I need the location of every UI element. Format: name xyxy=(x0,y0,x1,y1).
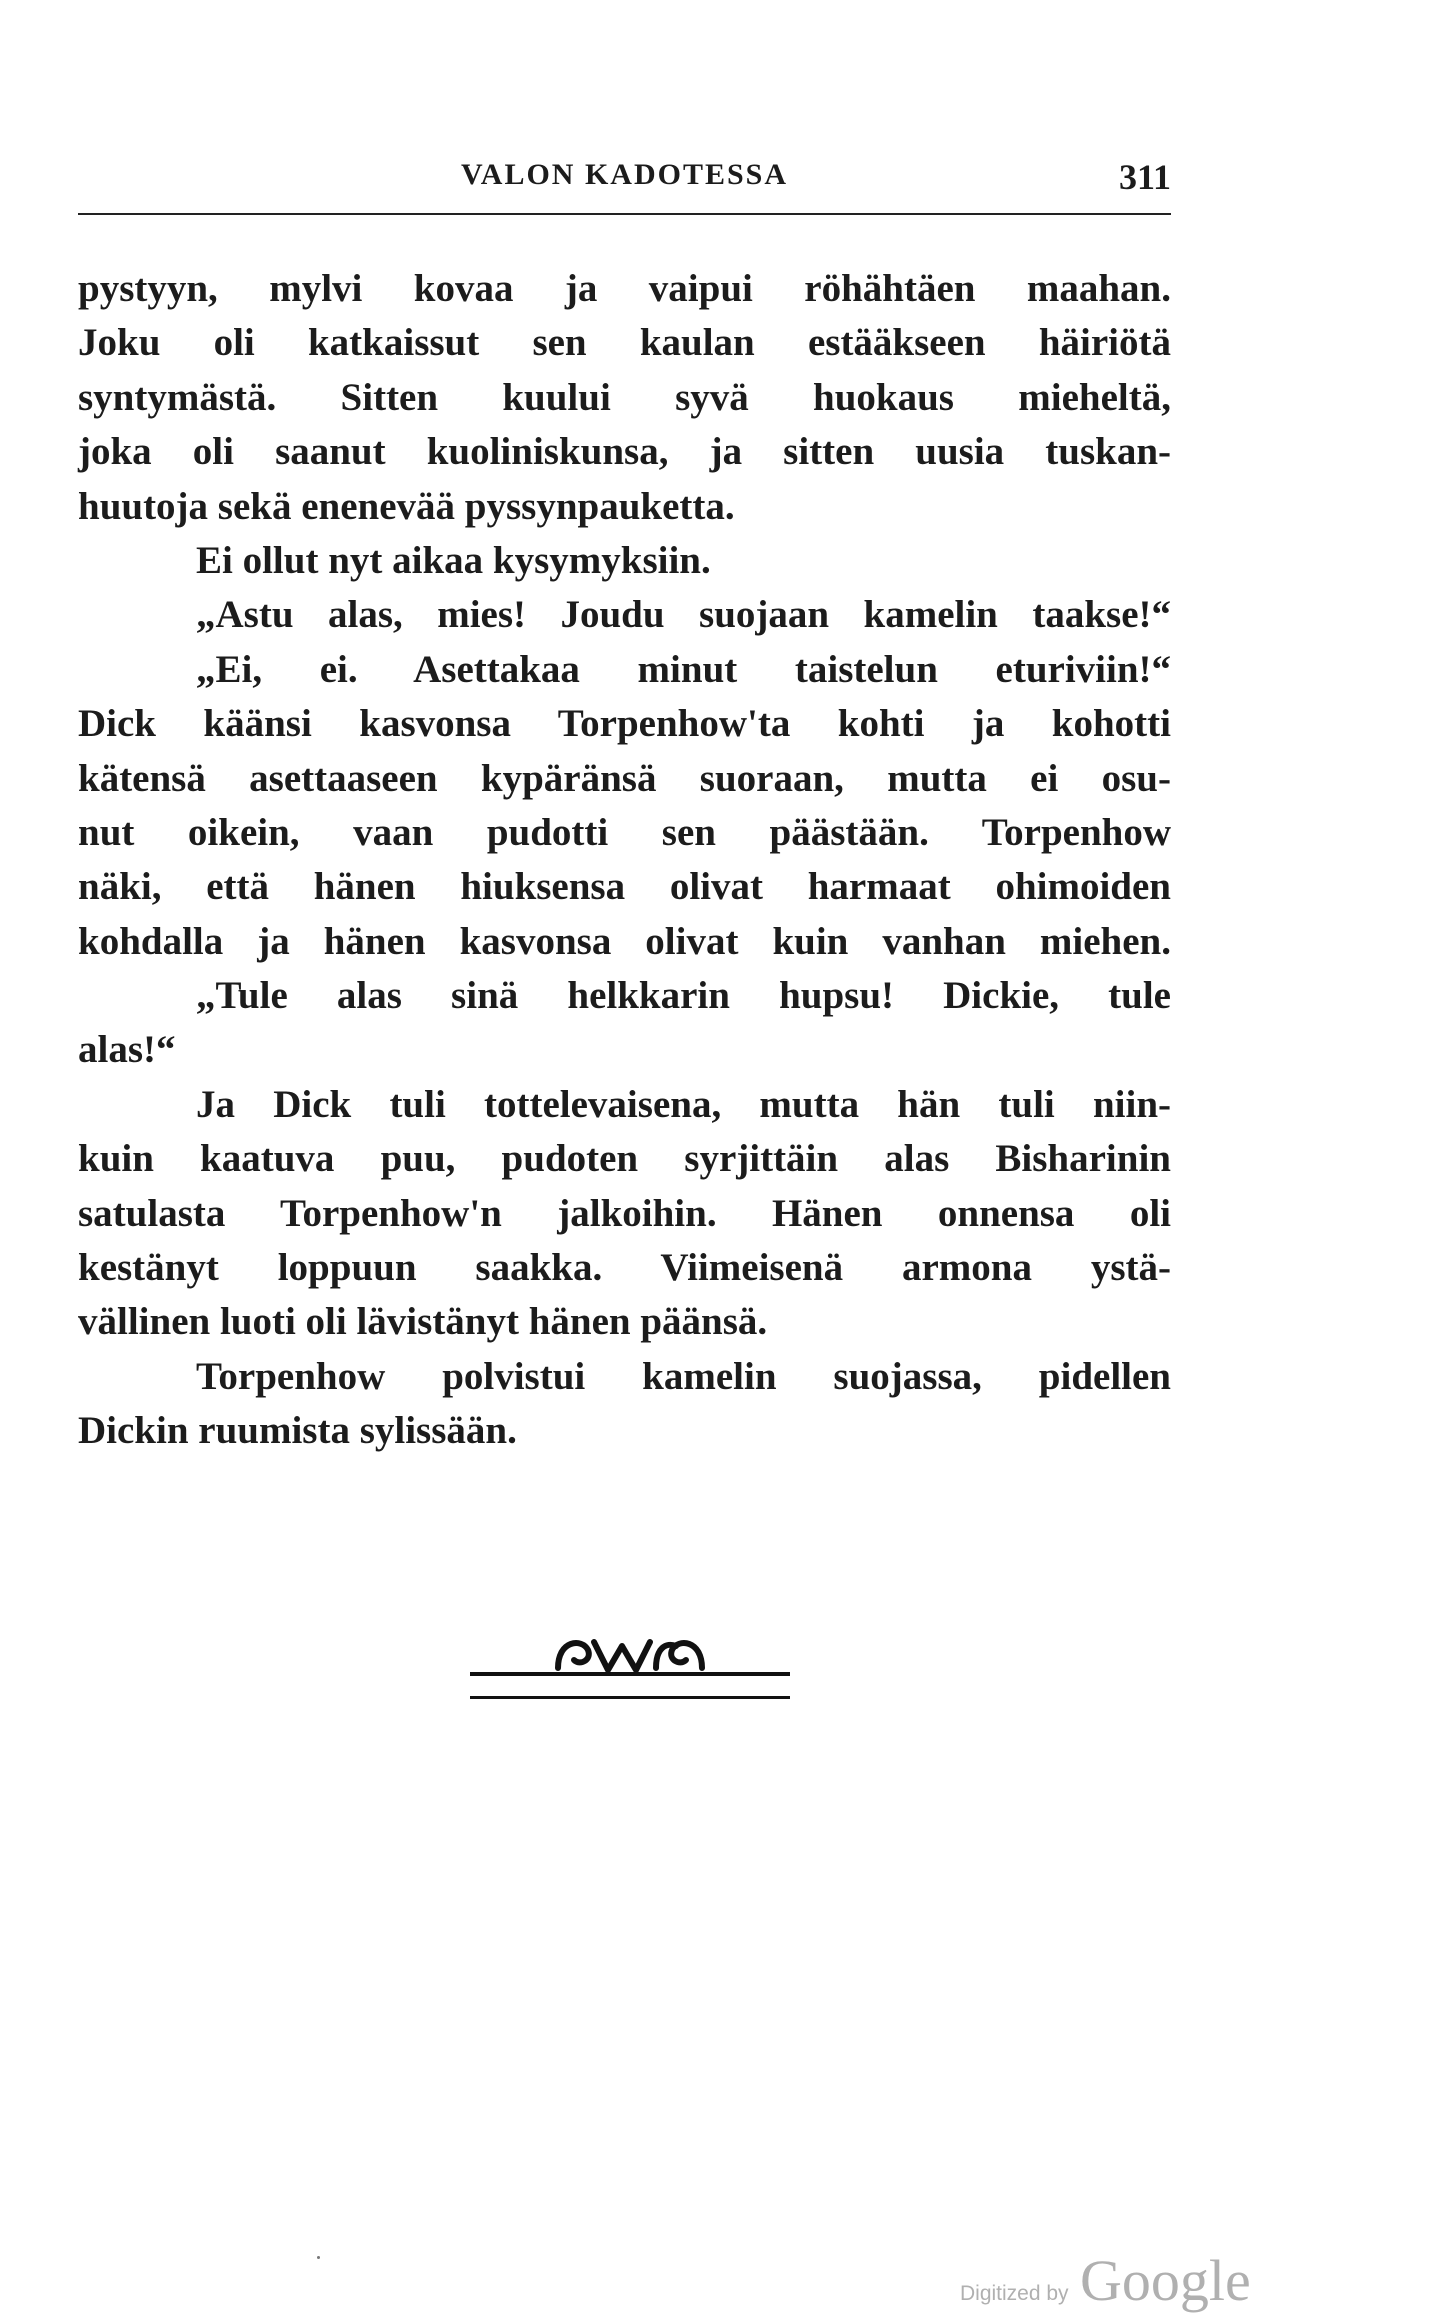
watermark-logo-text: Google xyxy=(1080,2248,1251,2313)
text-line: satulasta Torpenhow'n jalkoihin. Hänen onnensa oli xyxy=(78,1191,1171,1235)
page-header xyxy=(78,158,1171,208)
text-line: joka oli saanut kuoliniskunsa, ja sitten uusia tuskan- xyxy=(78,430,1171,474)
header-rule xyxy=(78,213,1171,215)
text-line: pystyyn, mylvi kovaa ja vaipui röhähtäen maahan. xyxy=(78,267,1171,310)
text-line: Dick käänsi kasvonsa Torpenhow'ta kohti ja kohotti xyxy=(78,702,1171,746)
text-line: Ja Dick tuli tottelevaisena, mutta hän tuli niin- xyxy=(196,1082,1171,1126)
text-line: alas!“ xyxy=(78,1028,176,1072)
text-line: Torpenhow polvistui kamelin suojassa, pidellen xyxy=(196,1354,1171,1398)
text-line: „Tule alas sinä helkkarin hupsu! Dickie, tule xyxy=(196,974,1171,1018)
text-line: Dickin ruumista sylissään. xyxy=(78,1409,517,1453)
text-line: kuin kaatuva puu, pudoten syrjittäin alas Bisharinin xyxy=(78,1137,1171,1181)
text-line: Joku oli katkaissut sen kaulan estääkseen häiriötä xyxy=(78,321,1171,365)
text-line: kätensä asettaaseen kypäränsä suoraan, mutta ei osu- xyxy=(78,756,1171,800)
vignette-ornament-icon xyxy=(470,1620,790,1706)
running-title: VALON KADOTESSA xyxy=(460,158,789,191)
digitized-by-google-watermark xyxy=(960,2246,1260,2316)
text-line: kestänyt loppuun saakka. Viimeisenä armona ystä- xyxy=(78,1246,1171,1290)
text-line: vällinen luoti oli lävistänyt hänen päänsä. xyxy=(78,1300,768,1344)
text-line: syntymästä. Sitten kuului syvä huokaus mieheltä, xyxy=(78,375,1171,419)
text-line: „Ei, ei. Asettakaa minut taistelun eturiviin!“ xyxy=(196,647,1171,691)
page-number: 311 xyxy=(1118,157,1171,197)
text-line: huutoja sekä enenevää pyssynpauketta. xyxy=(78,484,735,528)
text-line: nut oikein, vaan pudotti sen päästään. Torpenhow xyxy=(78,810,1171,854)
text-line: „Astu alas, mies! Joudu suojaan kamelin taakse!“ xyxy=(196,593,1171,637)
text-line: näki, että hänen hiuksensa olivat harmaat ohimoiden xyxy=(78,865,1171,909)
watermark-small-text: Digitized by xyxy=(960,2282,1069,2305)
body-text xyxy=(78,262,1171,1459)
text-line: Ei ollut nyt aikaa kysymyksiin. xyxy=(196,538,711,582)
print-speck xyxy=(317,2256,320,2259)
text-line: kohdalla ja hänen kasvonsa olivat kuin vanhan miehen. xyxy=(78,919,1171,963)
